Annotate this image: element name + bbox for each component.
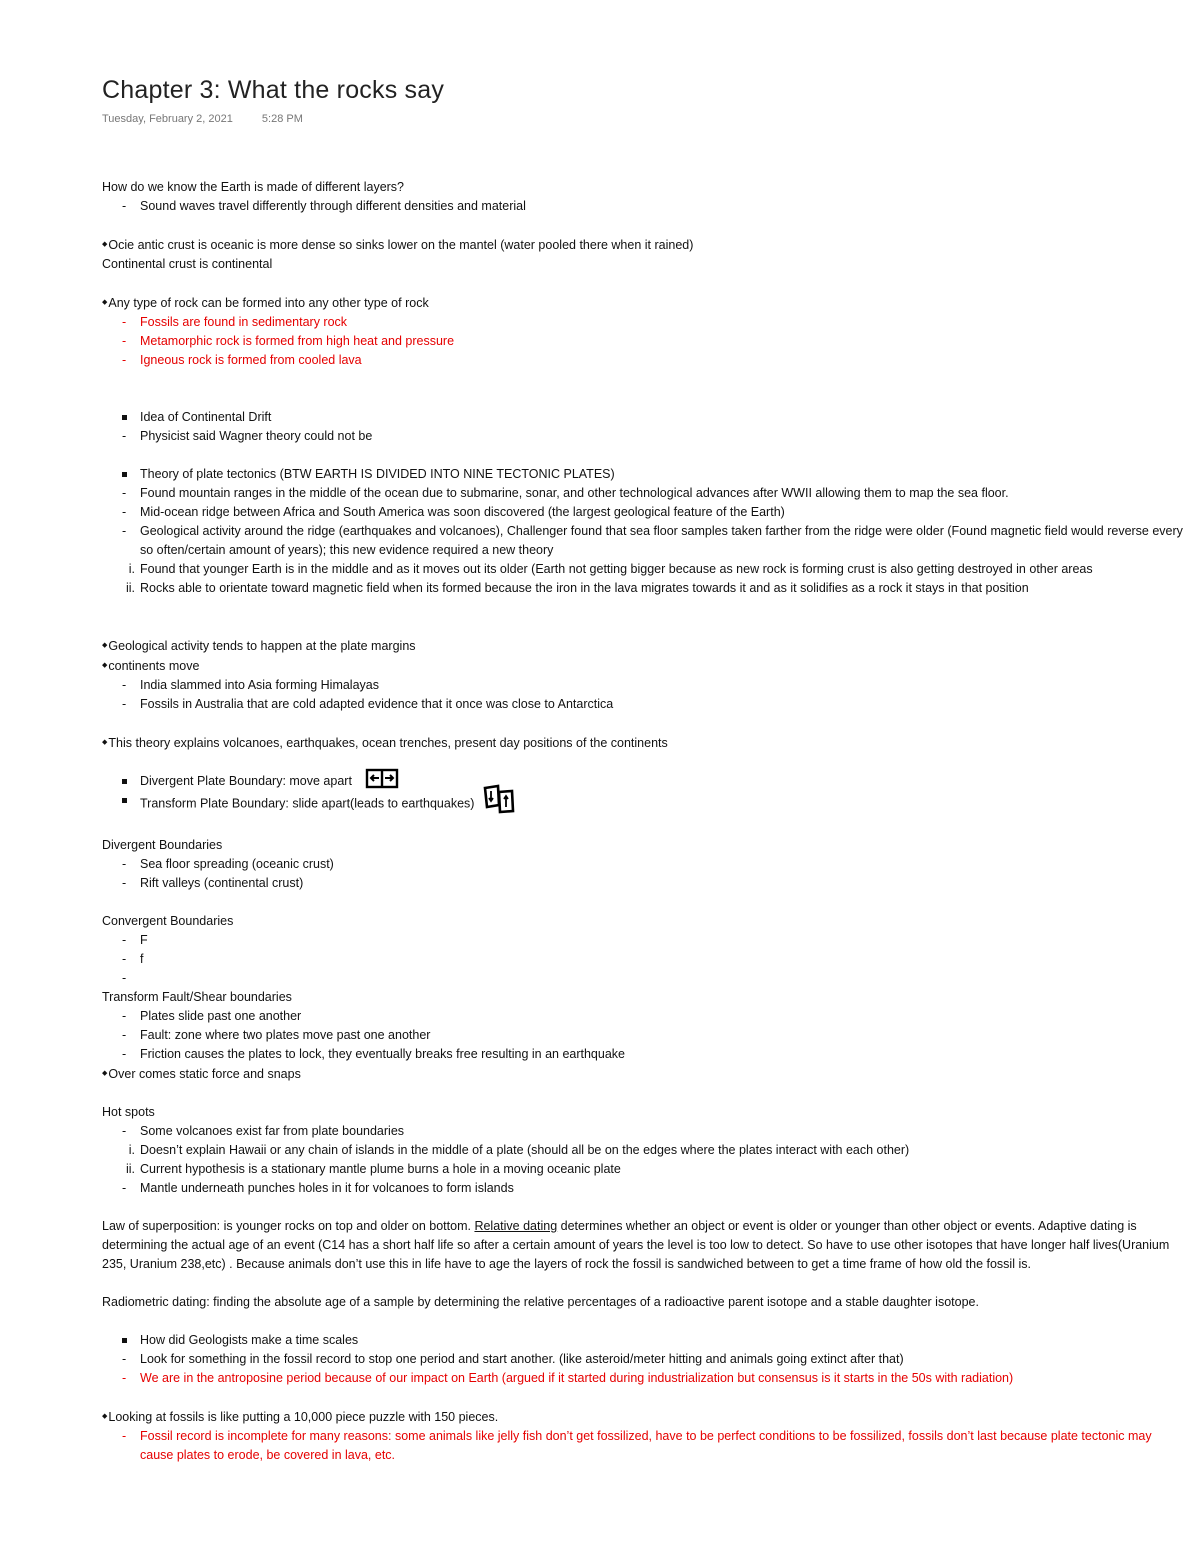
note-line: ◆Over comes static force and snaps [102,1067,301,1081]
list-item: - India slammed into Asia forming Himalayas [102,676,1192,695]
square-bullet-icon [122,415,127,420]
diamond-bullet-icon: ◆ [102,662,108,669]
list-item: Divergent Plate Boundary: move apart [102,772,1192,791]
square-bullet-icon [122,472,127,477]
list-item: - Igneous rock is formed from cooled lava [102,351,1192,370]
list-item: - Fossil record is incomplete for many reasons: some animals like jelly fish don’t get fossilized, have to be perfect conditions to be fossilized, fossils don’t last because plate tectonic may cause plates to erode, be covered in lava, etc. [122,1429,1152,1462]
dash-marker: - [122,876,127,890]
note-line: ◆This theory explains volcanoes, earthquakes, ocean trenches, present day positions of the continents [102,736,668,750]
diamond-bullet-icon: ◆ [102,642,108,649]
dash-marker: - [122,971,127,985]
dash-marker: - [122,486,127,500]
note-line: ◆Ocie antic crust is oceanic is more dense so sinks lower on the mantel (water pooled there when it rained) [102,238,694,252]
paragraph: Law of superposition: is younger rocks on top and older on bottom. Relative dating determines whether an object or event is older or younger than other object or events. Adaptive dating is determining the actual age of an event (C14 has a short half life so after a certain amount of years the level is too low to detect. So have to use other isotopes that have longer half lives(Uranium 235, Uranium 238,etc) . Because animals don’t use this in life have to age the layers of rock the fossil is sandwiched between to get a time frame of how old the fossil is. [102,1219,1170,1271]
page-title: Chapter 3: What the rocks say [102,76,445,104]
list-item: - Metamorphic rock is formed from high heat and pressure [102,332,1192,351]
note-line: Hot spots [102,1105,155,1119]
list-item: How did Geologists make a time scales [102,1331,1192,1350]
list-item: i. Found that younger Earth is in the middle and as it moves out its older (Earth not getting bigger because as new rock is forming crust is also getting destroyed in other areas [102,560,1192,579]
note-page [102,74,1192,1462]
list-item: - Mid-ocean ridge between Africa and South America was soon discovered (the largest geological feature of the Earth) [102,503,1192,522]
dash-marker: - [122,1124,127,1138]
dash-marker: - [122,697,127,711]
roman-marker: i. [128,1143,135,1157]
list-item: - Fossils are found in sedimentary rock [102,313,1192,332]
diamond-bullet-icon: ◆ [102,299,108,306]
list-item: ii. Current hypothesis is a stationary mantle plume burns a hole in a moving oceanic plate [102,1160,1192,1179]
list-item: - f [102,950,1192,969]
dash-marker: - [122,678,127,692]
dash-marker: - [122,505,127,519]
note-line: Convergent Boundaries [102,914,234,928]
list-item: - Found mountain ranges in the middle of the ocean due to submarine, sonar, and other technological advances after WWII allowing them to map the sea floor. [102,484,1192,503]
dash-marker: - [122,1352,127,1366]
square-bullet-icon [122,779,127,784]
list-item: - Physicist said Wagner theory could not be [102,427,1192,446]
list-item: - Look for something in the fossil record to stop one period and start another. (like asteroid/meter hitting and animals going extinct after that) [102,1350,1192,1369]
note-line: ◆Any type of rock can be formed into any other type of rock [102,296,429,310]
roman-marker: ii. [125,581,135,595]
page-time: 5:28 PM [261,113,303,125]
list-item: - Geological activity around the ridge (earthquakes and volcanoes), Challenger found that sea floor samples taken farther from the ridge were older (Found magnetic field would reverse every so often/certain amount of years); this new evidence required a new theory [122,524,1183,557]
note-line: Divergent Boundaries [102,838,223,852]
diamond-bullet-icon: ◆ [102,241,108,248]
list-item: - Plates slide past one another [102,1007,1192,1026]
list-item: - Friction causes the plates to lock, they eventually breaks free resulting in an earthquake [102,1045,1192,1064]
roman-marker: ii. [125,1162,135,1176]
square-bullet-icon [122,798,127,803]
paragraph: Radiometric dating: finding the absolute age of a sample by determining the relative percentages of a radioactive parent isotope and a stable daughter isotope. [102,1295,979,1309]
list-item: - Fossils in Australia that are cold adapted evidence that it once was close to Antarctica [102,695,1192,714]
dash-marker: - [122,933,127,947]
dash-marker: - [122,353,127,367]
page-timestamp [102,112,1192,126]
underlined-term: Relative dating [474,1219,558,1233]
ink-sketch-divergent-icon [365,768,399,790]
dash-marker: - [122,1047,127,1061]
list-item: i. Doesn’t explain Hawaii or any chain of islands in the middle of a plate (should all be on the edges where the plates interact with each other) [102,1141,1192,1160]
note-line: Continental crust is continental [102,257,273,271]
list-item: Transform Plate Boundary: slide apart(leads to earthquakes) [102,791,1192,817]
list-item: - We are in the antroposine period because of our impact on Earth (argued if it started during industrialization but consensus is it starts in the 50s with radiation) [102,1369,1192,1388]
dash-marker: - [122,334,127,348]
note-body [102,178,1192,1465]
note-line: Transform Fault/Shear boundaries [102,990,292,1004]
note-line: ◆Geological activity tends to happen at the plate margins [102,639,416,653]
list-item [102,969,1192,988]
list-item: ii. Rocks able to orientate toward magnetic field when its formed because the iron in the lava migrates towards it and as it solidifies as a rock it stays in that position [102,579,1192,598]
note-line: ◆continents move [102,659,200,673]
dash-marker: - [122,315,127,329]
list-item: - Fault: zone where two plates move past one another [102,1026,1192,1045]
list-item: - Mantle underneath punches holes in it for volcanoes to form islands [102,1179,1192,1198]
diamond-bullet-icon: ◆ [102,1070,108,1077]
list-item: - Sound waves travel differently through different densities and material [102,197,1192,216]
dash-marker: - [122,1009,127,1023]
list-item: - F [102,931,1192,950]
roman-marker: i. [128,562,135,576]
dash-marker: - [122,952,127,966]
dash-marker: - [122,524,127,538]
dash-marker: - [122,199,127,213]
list-item: Idea of Continental Drift [102,408,1192,427]
ink-sketch-transform-icon [482,783,518,817]
page-date: Tuesday, February 2, 2021 [102,113,233,125]
list-item: - Rift valleys (continental crust) [102,874,1192,893]
dash-marker: - [122,1429,127,1443]
dash-marker: - [122,1371,127,1385]
diamond-bullet-icon: ◆ [102,1413,108,1420]
list-item: - Sea floor spreading (oceanic crust) [102,855,1192,874]
diamond-bullet-icon: ◆ [102,739,108,746]
dash-marker: - [122,1028,127,1042]
list-item: Theory of plate tectonics (BTW EARTH IS DIVIDED INTO NINE TECTONIC PLATES) [102,465,1192,484]
note-line: How do we know the Earth is made of different layers? [102,180,405,194]
dash-marker: - [122,1181,127,1195]
square-bullet-icon [122,1338,127,1343]
list-item: - Some volcanoes exist far from plate boundaries [102,1122,1192,1141]
dash-marker: - [122,429,127,443]
dash-marker: - [122,857,127,871]
note-line: ◆Looking at fossils is like putting a 10,000 piece puzzle with 150 pieces. [102,1410,499,1424]
